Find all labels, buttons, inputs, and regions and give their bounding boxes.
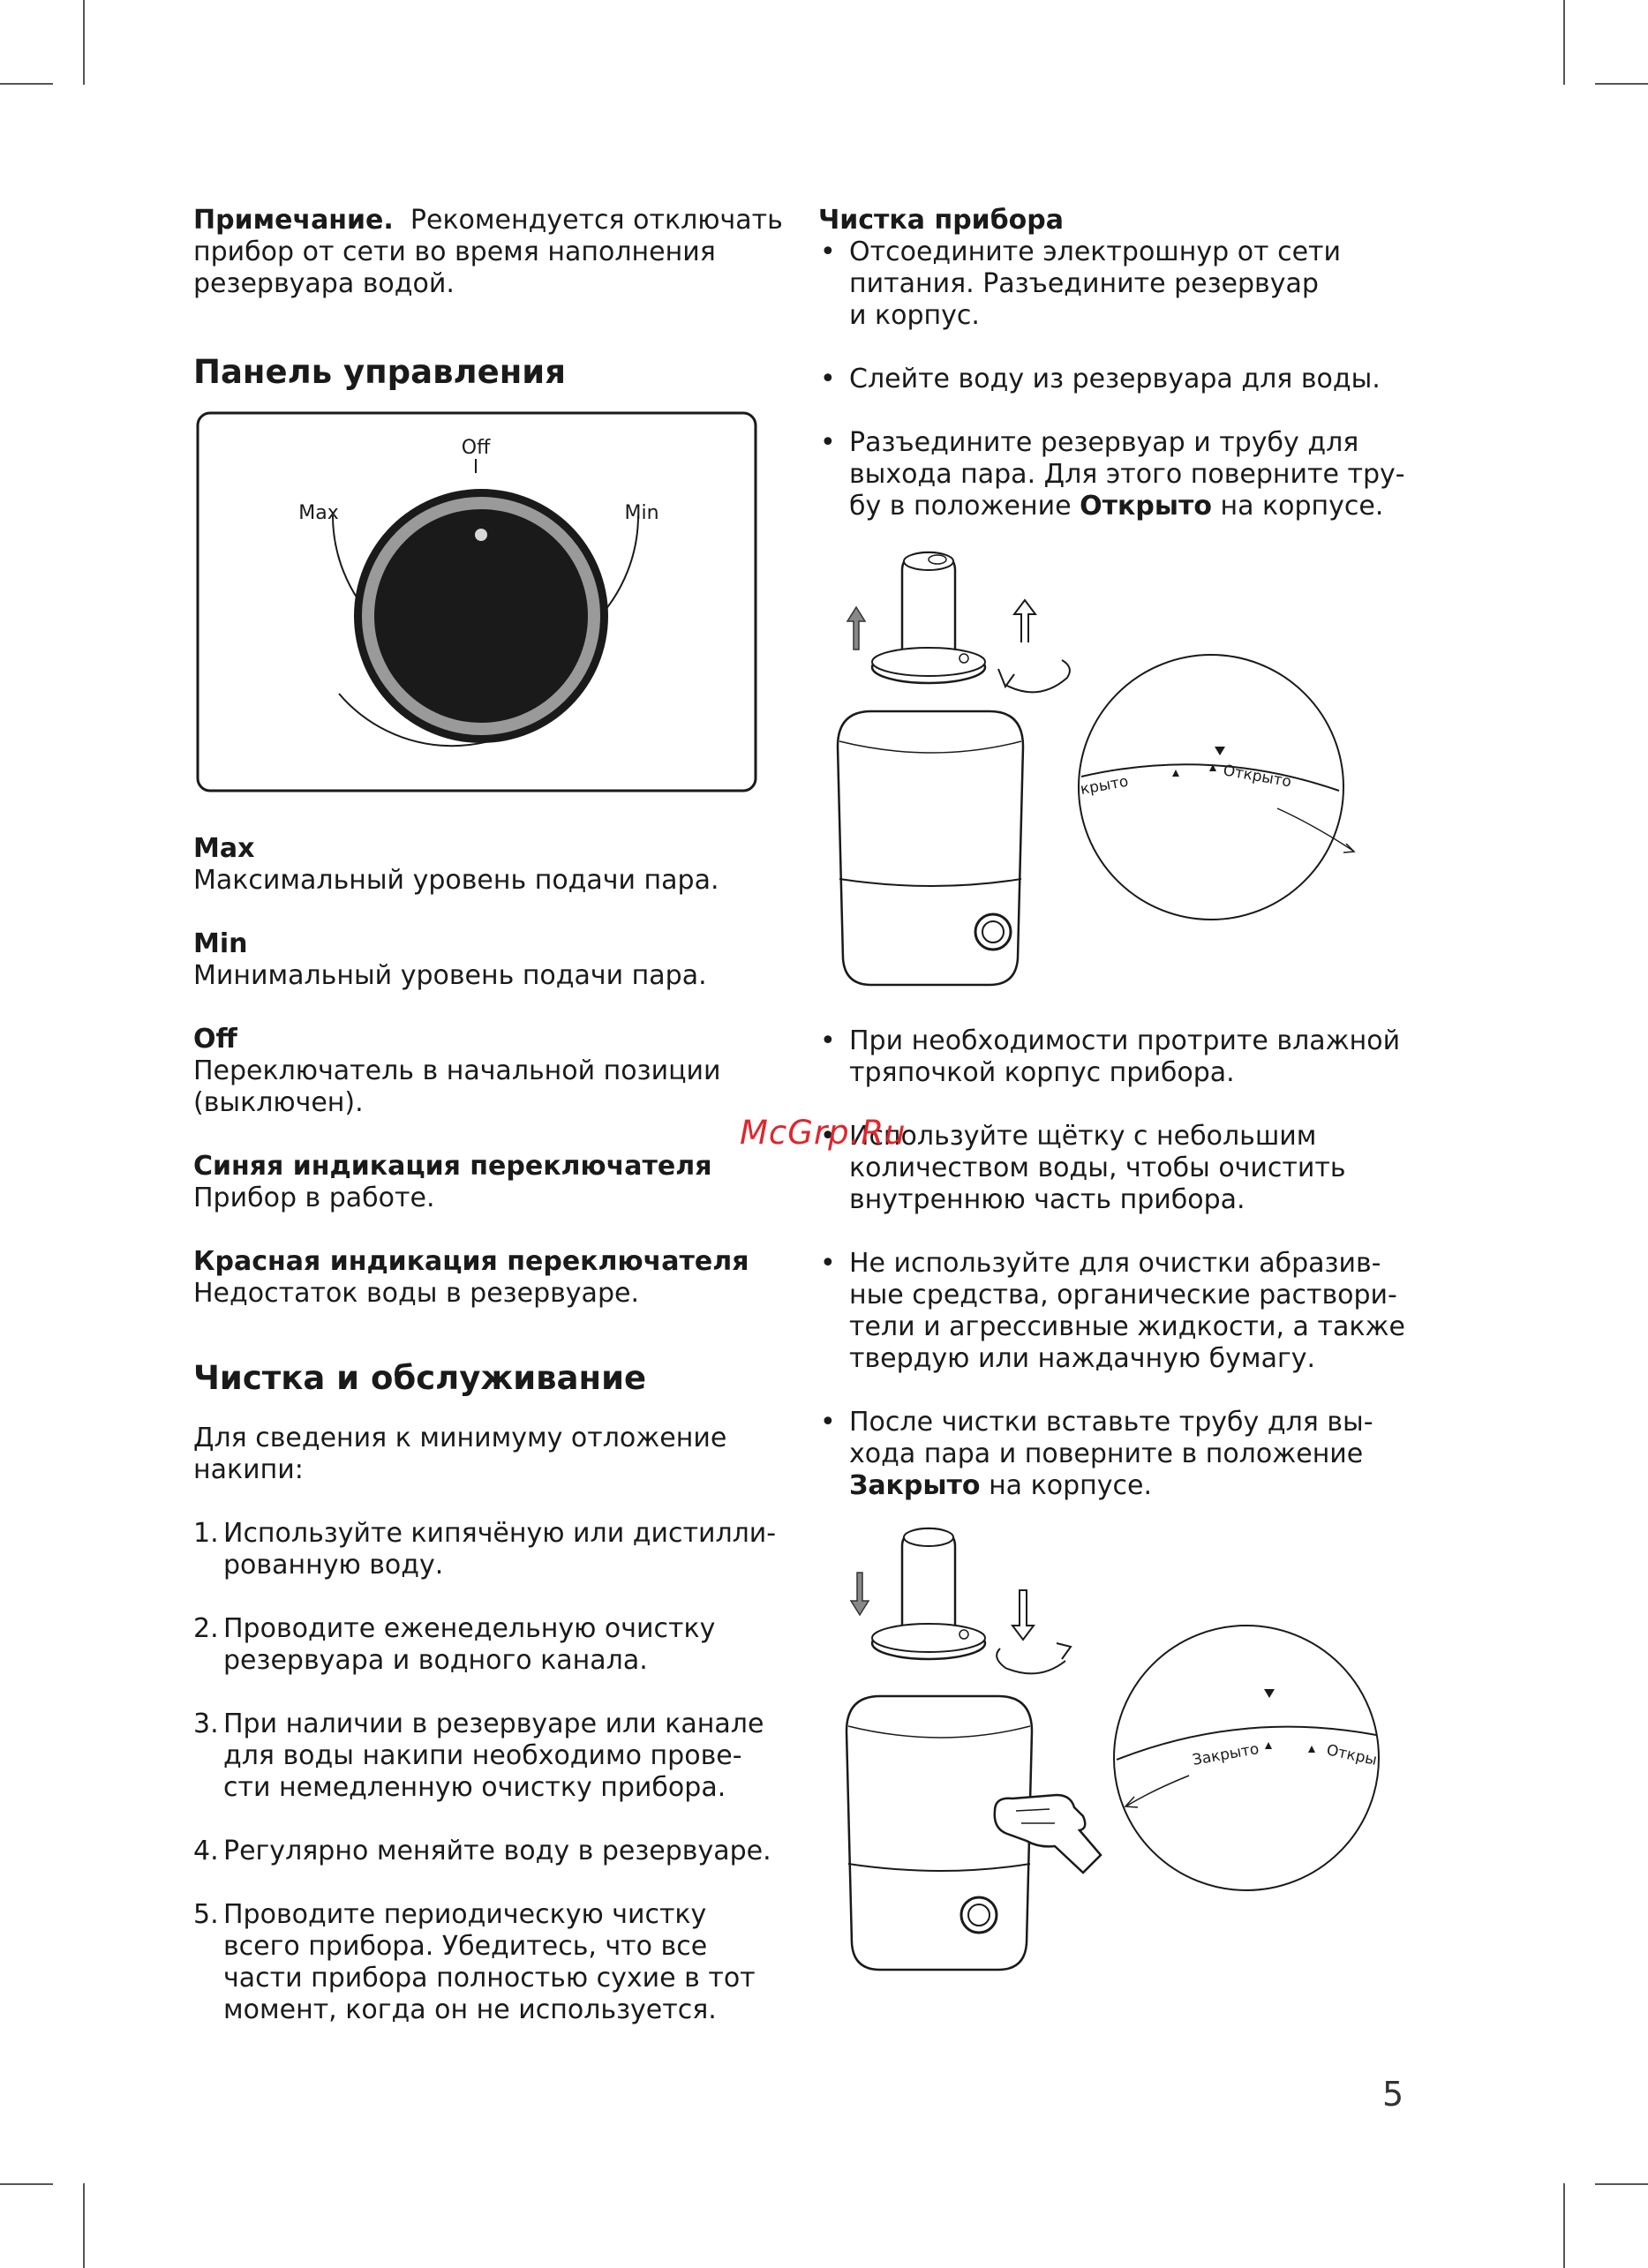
list-item: • При необходимости протрите влажной тряпочкой корпус прибора.	[818, 1025, 1436, 1089]
cleaning-heading: Чистка прибора	[818, 205, 1064, 236]
intro-paragraph: Для сведения к минимуму отложение накипи:	[193, 1423, 727, 1485]
dial-label-min: Min	[624, 502, 659, 524]
watermark: McGrp.Ru	[740, 1114, 907, 1152]
note-label: Примечание.	[193, 205, 394, 236]
page-number: 5	[1382, 2075, 1404, 2114]
list-item: • Не используйте для очистки абразив- ные средства, органические раствори- тели и агрессивные жидкости, а также твердую или наждачную бумагу.	[818, 1248, 1436, 1375]
dial-label-off: Off	[461, 437, 491, 459]
crop-mark	[1563, 0, 1565, 85]
list-item: 1. Используйте кипячёную или дистилли- рованную воду.	[193, 1518, 777, 1581]
crop-mark	[1595, 2183, 1648, 2185]
mode-item: Off Переключатель в начальной позиции (выключен).	[193, 1024, 721, 1118]
right-column	[818, 205, 1436, 1979]
fig2-label-right: Откры	[1324, 1741, 1379, 1769]
dial-label-max: Max	[298, 502, 339, 524]
control-panel-diagram	[193, 409, 758, 794]
mode-list	[193, 833, 794, 1310]
list-item: • Отсоедините электрошнур от сети питания. Разъедините резервуар и корпус.	[818, 237, 1436, 332]
mode-item: Max Максимальный уровень подачи пара.	[193, 833, 719, 896]
mode-item: Min Минимальный уровень подачи пара.	[193, 928, 707, 991]
list-item: • Используйте щётку с небольшим количеством воды, чтобы очистить внутреннюю часть прибора.	[818, 1121, 1436, 1216]
crop-mark	[1563, 2183, 1565, 2268]
maintenance-steps	[193, 1518, 794, 2026]
crop-mark	[0, 83, 53, 85]
figure-open-position	[818, 544, 1401, 1003]
figure-closed-position	[818, 1520, 1401, 1979]
arrow-down-icon	[851, 1573, 869, 1615]
list-item: 5. Проводите периодическую чистку всего прибора. Убедитесь, что все части прибора полностью сухие в тот момент, когда он не используется.	[193, 1899, 756, 2025]
dial-indicator-dot	[475, 529, 487, 541]
crop-mark	[0, 2183, 53, 2185]
cleaning-steps-a	[818, 237, 1436, 522]
crop-mark	[83, 2183, 85, 2268]
crop-mark	[83, 0, 85, 85]
panel-heading: Панель управления	[193, 353, 566, 391]
left-column	[193, 205, 794, 2026]
list-item: • Слейте воду из резервуара для воды.	[818, 364, 1436, 395]
fig1-label-right: Открыто	[1222, 762, 1293, 792]
list-item: 4. Регулярно меняйте воду в резервуаре.	[193, 1836, 771, 1866]
list-item: 3. При наличии в резервуаре или канале для воды накипи необходимо прове- сти немедленную очистку прибора.	[193, 1709, 764, 1803]
fig2-label-left: Закрыто	[1191, 1740, 1260, 1769]
note-paragraph: Примечание. Рекомендуется отключать прибор от сети во время наполнения резервуара водой.	[193, 205, 783, 299]
cleaning-steps-b	[818, 1025, 1436, 1502]
arrow-up-icon	[847, 607, 865, 650]
list-item: • После чистки вставьте трубу для вы- хода пара и поверните в положение Закрыто на корпусе.	[818, 1407, 1436, 1502]
mode-item: Синяя индикация переключателя Прибор в работе.	[193, 1151, 712, 1213]
fig1-label-left: крыто	[1079, 772, 1130, 799]
crop-mark	[1595, 83, 1648, 85]
list-item: 2. Проводите еженедельную очистку резервуара и водного канала.	[193, 1613, 716, 1676]
maintenance-heading: Чистка и обслуживание	[193, 1359, 647, 1397]
list-item: • Разъедините резервуар и трубу для выхода пара. Для этого поверните тру- бу в положение Открыто на корпусе.	[818, 427, 1436, 522]
mode-item: Красная индикация переключателя Недостаток воды в резервуаре.	[193, 1246, 749, 1309]
